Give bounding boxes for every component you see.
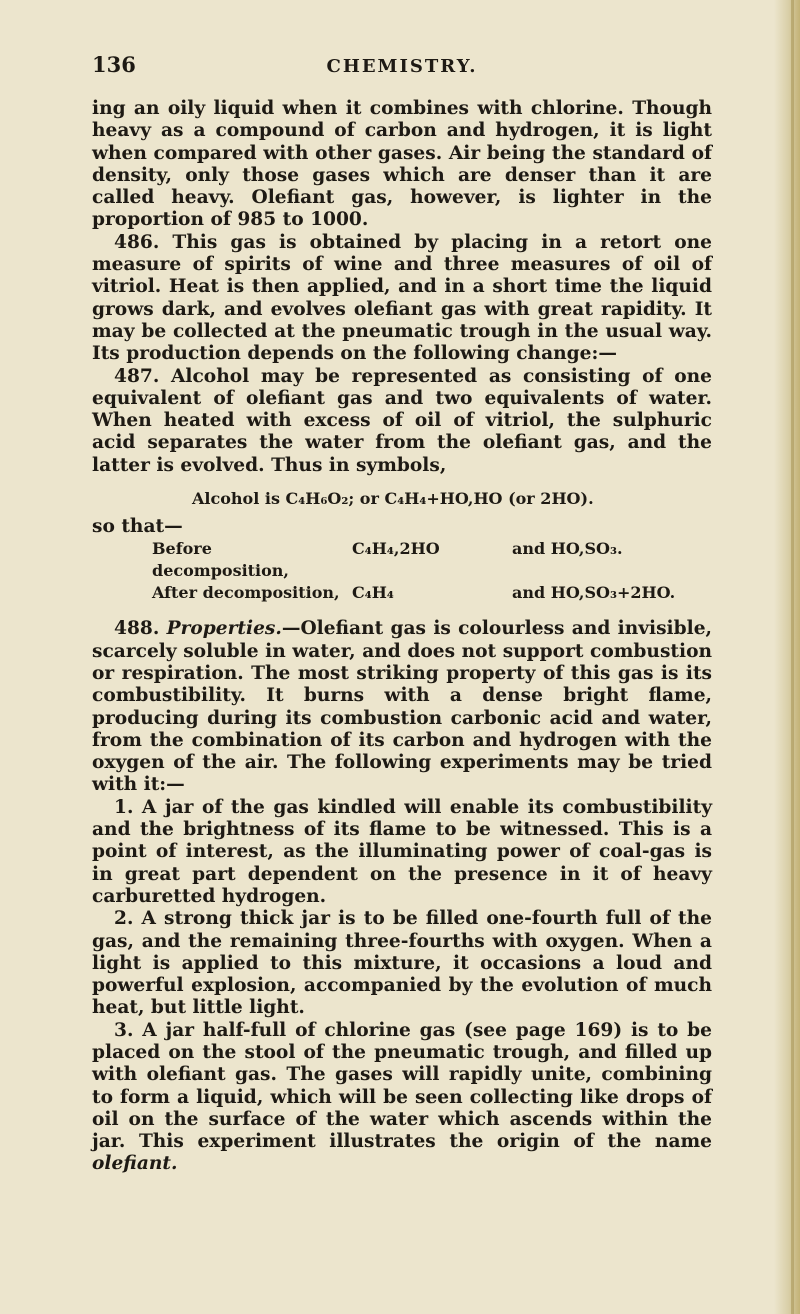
olefiant-emphasis: olefiant. (92, 1153, 178, 1175)
before-label: Before decomposition, (152, 539, 289, 581)
experiment-2: 2. A strong thick jar is to be filled one-fourth full of the gas, and the remaining three-fourths with oxygen. When a light is applied to this mixture, it occasions a loud and powerful explosion, accompanied by the evolution of much heat, but little light. (92, 908, 712, 1019)
page-body (92, 98, 712, 1176)
experiment-3 (92, 1020, 712, 1176)
before-left: C₄H₄,2HO (352, 539, 440, 559)
paragraph-488 (92, 618, 712, 796)
before-decomposition-row (152, 538, 712, 582)
after-label: After decomposition, (152, 583, 340, 603)
so-that-text: so that— (92, 516, 183, 538)
paragraph-continuation: ing an oily liquid when it combines with chlorine. Though heavy as a compound of carbon and hydrogen, it is light when compared with other gases. Air being the standard of density, only those gases which are denser than it are called heavy. Olefiant gas, however, is lighter in the proportion of 985 to 1000. (92, 98, 712, 231)
experiment-1: 1. A jar of the gas kindled will enable its combustibility and the brightness of its flame to be witnessed. This is a point of interest, as the illuminating power of coal-gas is in great part dependent on the presence in it of heavy carburetted hydrogen. (92, 796, 712, 907)
decomposition-formulas (152, 538, 712, 604)
experiment-3-text: 3. A jar half-full of chlorine gas (see page 169) is to be placed on the stool of the pneumatic trough, and filled up with olefiant gas. The gases will rapidly unite, combining to form a liquid, which will be seen collecting like drops of oil on the surface of the water which ascends within the jar. This experiment illustrates the origin of the name (92, 1019, 712, 1153)
before-right: and HO,SO₃. (512, 539, 623, 559)
after-decomposition-row (152, 582, 712, 604)
running-head: CHEMISTRY. (326, 56, 478, 77)
paragraph-487: 487. Alcohol may be represented as consisting of one equivalent of olefiant gas and two equivalents of water. When heated with excess of oil of vitriol, the sulphuric acid separates the water from the olefiant gas, and the latter is evolved. Thus in symbols, (92, 365, 712, 476)
paragraph-488-number: 488. (114, 618, 160, 640)
page-edge (774, 0, 800, 1314)
paragraph-488-text: —Olefiant gas is colourless and invisible, scarcely soluble in water, and does not support combustion or respiration. The most striking property of this gas is its combustibility. It burns with a dense bright flame, producing during its combustion carbonic acid and water, from the combination of its carbon and hydrogen with the oxygen of the air. The following experiments may be tried with it:— (92, 618, 712, 796)
properties-heading: Properties. (166, 618, 282, 640)
page-header (92, 52, 712, 82)
after-left: C₄H₄ (352, 583, 394, 603)
page-number: 136 (92, 52, 136, 77)
after-right: and HO,SO₃+2HO. (512, 583, 676, 603)
formula-alcohol: Alcohol is C₄H₆O₂; or C₄H₄+HO,HO (or 2HO). (192, 489, 594, 509)
paragraph-486: 486. This gas is obtained by placing in a retort one measure of spirits of wine and three measures of oil of vitriol. Heat is then applied, and in a short time the liquid grows dark, and evolves olefiant gas with great rapidity. It may be collected at the pneumatic trough in the usual way. Its production depends on the following change:— (92, 231, 712, 365)
